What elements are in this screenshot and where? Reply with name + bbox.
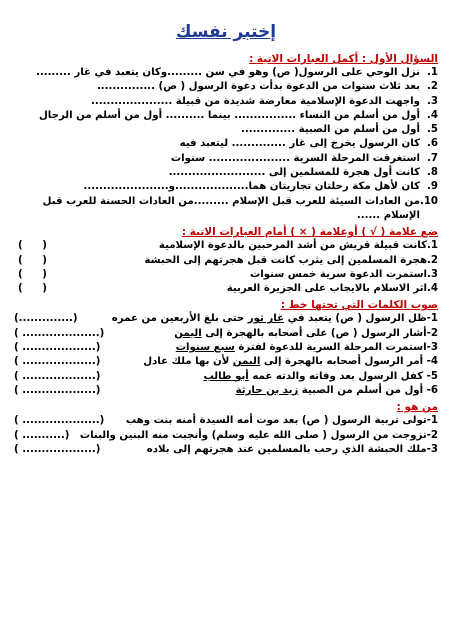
item-text: كانت قبيلة قريش من أشد المرحبين بالدعوة الإسلامية — [158, 240, 428, 252]
item-text: الإسلام ...... — [356, 209, 420, 221]
answer-box: ( ) — [18, 268, 55, 280]
list-item — [14, 137, 438, 151]
item-number: 3. — [427, 268, 438, 280]
list-item — [14, 370, 438, 384]
item-number: 4. — [427, 109, 438, 121]
list-item — [14, 429, 438, 443]
section1-list — [14, 66, 438, 223]
item-number: 2. — [427, 254, 438, 266]
list-item — [14, 66, 438, 80]
item-number: 6. — [427, 138, 438, 150]
item-text: استمرت الدعوة سرية خمس سنوات — [249, 268, 428, 280]
answer-blank: ( ....................) — [14, 327, 105, 339]
list-item — [14, 327, 438, 341]
list-item — [14, 195, 438, 209]
item-text: كان لأهل مكة رحلتان تجاريتان هما...................و...................... — [83, 181, 420, 193]
item-text: 3-استمرت المرحلة السرية للدعوة لفترة — [234, 342, 438, 354]
list-item — [14, 239, 438, 253]
answer-blank: ( ...................) — [14, 384, 101, 396]
section3-heading: صوب الكلمات التي تحتها خط : — [280, 299, 438, 312]
list-item — [14, 152, 438, 166]
item-number: 1. — [427, 67, 438, 78]
item-text: 1-تولى تربية الرسول ( ص) بعد موت أمه السيدة أمنه بنت وهب — [125, 415, 438, 427]
list-item — [14, 123, 438, 137]
underlined-word: اليمن — [232, 356, 261, 368]
item-text: كانت أول هجرة للمسلمين إلى ......................... — [168, 167, 420, 179]
item-text: بعد ثلاث سنوات من الدعوة بدأت دعوة الرسول ( ص) ............... — [96, 81, 420, 93]
list-item — [14, 312, 438, 326]
item-number: 2. — [427, 81, 438, 93]
worksheet — [14, 16, 438, 457]
item-text: 3-ملك الحبشة الذي رحب بالمسلمين عند هجرتهم إلى بلاده — [146, 443, 438, 455]
list-item — [14, 254, 438, 268]
answer-blank: ( ....................) — [14, 415, 105, 427]
answer-box: ( ) — [18, 283, 55, 295]
answer-box: ( ) — [18, 240, 55, 252]
underlined-word: زيد بن حارثة — [235, 384, 299, 396]
page-title: إختبر نفسك — [175, 22, 277, 42]
answer-blank: (..............) — [14, 313, 78, 325]
item-number: 1. — [427, 240, 438, 252]
list-item — [14, 268, 438, 282]
item-text: لأن بها ملك عادل — [143, 356, 233, 368]
item-text: 4- أمر الرسول أصحابه بالهجرة إلى — [260, 356, 438, 368]
list-item — [14, 341, 438, 355]
list-item — [14, 80, 438, 94]
item-text: واجهت الدعوة الإسلامية معارضة شديدة من قبيلة ..................... — [90, 95, 420, 107]
item-text: 5- كفل الرسول بعد وفاته والدته عمه — [248, 370, 438, 382]
answer-blank: ( ...................) — [14, 342, 101, 354]
list-item — [14, 443, 438, 457]
answer-blank: ( ...........) — [14, 429, 70, 441]
item-text: استغرقت المرحلة السرية ..................... سنوات — [170, 152, 420, 164]
item-number: 7. — [427, 152, 438, 164]
item-number: 4. — [427, 283, 438, 295]
answer-box: ( ) — [18, 254, 55, 266]
section4-list — [14, 414, 438, 457]
list-item — [14, 384, 438, 398]
item-text: حتى بلغ الأربعين من عمره — [111, 313, 248, 325]
section1-heading: السؤال الأول : أكمل العبارات الاتية : — [249, 53, 438, 65]
section2-list — [14, 239, 438, 296]
item-text: 2-تزوجت من الرسول ( صلى الله عليه وسلم) وأنجبت منه البنين والبنات — [79, 429, 438, 441]
underlined-word: غار ثور — [247, 313, 285, 325]
underlined-word: سبع سنوات — [175, 342, 235, 354]
section4-heading: من هو : — [396, 401, 438, 414]
section3-list — [14, 312, 438, 398]
item-text: 1-ظل الرسول ( ص) يتعبد في — [284, 313, 438, 325]
item-number: 10. — [419, 195, 438, 207]
answer-blank: ( ...................) — [14, 370, 101, 382]
item-text: أول من أسلم من الصبية .............. — [240, 124, 420, 136]
item-text: 2-أشار الرسول ( ص) على أصحابه بالهجرة إلى — [201, 327, 438, 339]
answer-blank: ( ...................) — [14, 356, 101, 368]
item-text: اثر الاسلام بالايجاب على الجزيرة العربية — [226, 283, 428, 295]
list-item-continuation — [14, 209, 438, 223]
list-item — [14, 180, 438, 194]
list-item — [14, 95, 438, 109]
item-number: 9. — [427, 181, 438, 193]
item-number: 3. — [427, 95, 438, 107]
item-text: من العادات السيئة للعرب قبل الإسلام .........من العادات الحسنة للعرب قبل — [42, 195, 420, 207]
underlined-word: اليمن — [174, 327, 202, 339]
item-number: 8. — [427, 167, 438, 179]
list-item — [14, 355, 438, 369]
list-item — [14, 414, 438, 428]
item-text: هجرة المسلمين إلى يثرب كانت قبل هجرتهم إلى الحبشة — [144, 254, 428, 266]
underlined-word: أبو طالب — [203, 370, 249, 382]
list-item — [14, 282, 438, 296]
list-item — [14, 166, 438, 180]
list-item — [14, 109, 438, 123]
item-text: 6- أول من أسلم من الصبية — [298, 384, 438, 396]
item-text: نزل الوحي على الرسول( ص) وهو في سن .........وكان يتعبد في غار ......... — [35, 67, 420, 78]
item-text: كان الرسول يخرج إلى غار .............. ليتعبد فيه — [179, 138, 420, 150]
item-number: 5. — [427, 124, 438, 136]
answer-blank: ( ...................) — [14, 443, 101, 455]
item-text: أول من أسلم من النساء ................ بينما .......... أول من أسلم من الرجال — [38, 109, 420, 121]
section2-heading: ضع علامة ( √ ) أوعلامة ( × ) أمام العبارات الاتية : — [181, 226, 438, 239]
